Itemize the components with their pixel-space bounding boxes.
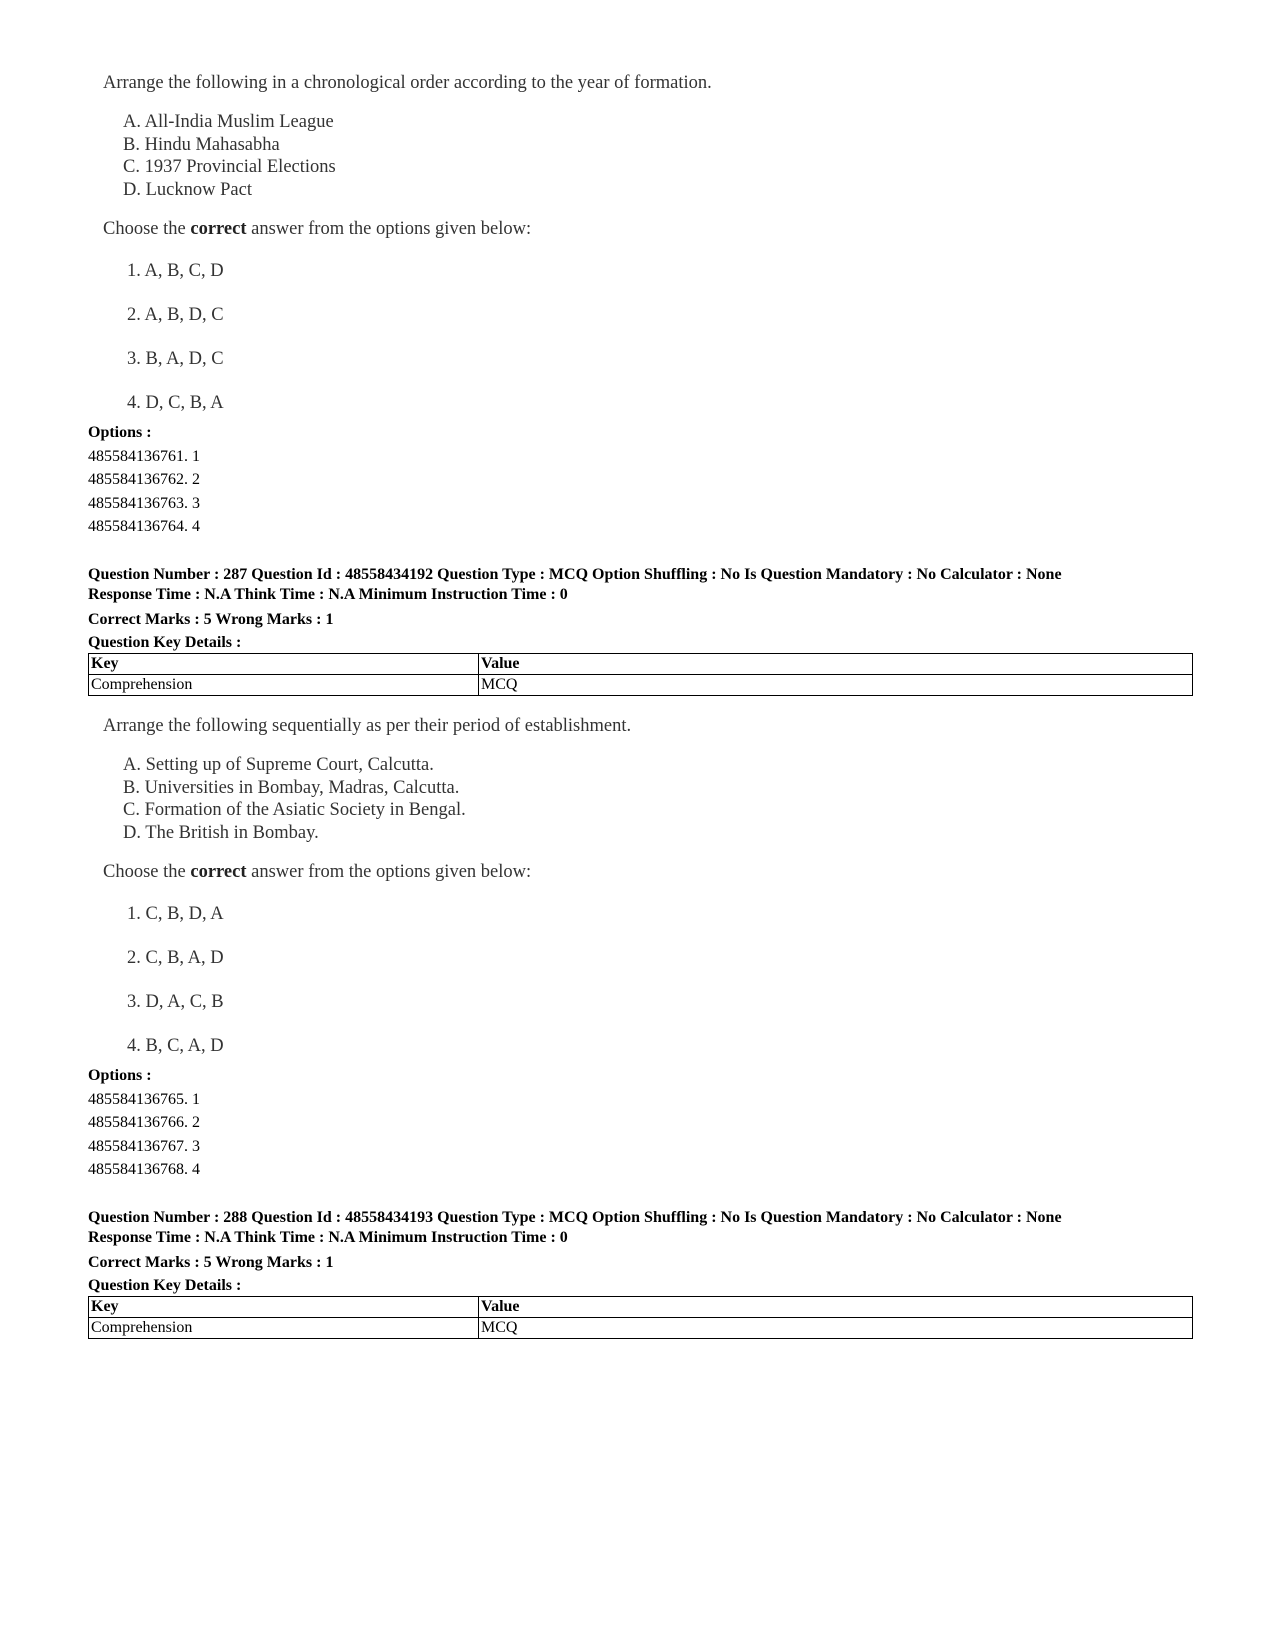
table-header-row [89, 654, 1193, 675]
choose-instruction: Choose the correct answer from the options given below: [103, 862, 532, 882]
key-details-label: Question Key Details : [88, 1277, 242, 1294]
table-cell-value: MCQ [479, 1318, 1193, 1339]
options-block [88, 1064, 200, 1182]
table-header-value: Value [479, 654, 1193, 675]
statement-item: A. Setting up of Supreme Court, Calcutta. [123, 755, 434, 775]
table-cell-key: Comprehension [89, 1318, 479, 1339]
option-id: 485584136762. 2 [88, 471, 200, 488]
answer-choice: 2. A, B, D, C [127, 305, 224, 325]
statement-item: A. All-India Muslim League [123, 112, 334, 132]
option-id: 485584136764. 4 [88, 518, 200, 535]
answer-choice-list [103, 259, 712, 435]
answer-choice-list [103, 902, 631, 1078]
question-stem: Arrange the following in a chronological order according to the year of formation. [103, 73, 712, 93]
answer-choice: 3. B, A, D, C [127, 349, 224, 369]
question-287-image [103, 714, 631, 1078]
question-286-image [103, 71, 712, 435]
question-header-line: Question Number : 287 Question Id : 48558434192 Question Type : MCQ Option Shuffling : No Is Question Mandatory : No Calculator : None [88, 566, 1062, 583]
question-stem: Arrange the following sequentially as per their period of establishment. [103, 716, 632, 736]
emphasis-correct: correct [190, 862, 247, 882]
statement-item: B. Universities in Bombay, Madras, Calcutta. [123, 777, 460, 798]
statement-item: B. Hindu Mahasabha [123, 134, 280, 155]
statement-item: C. Formation of the Asiatic Society in Bengal. [123, 800, 466, 820]
answer-choice: 4. B, C, A, D [127, 1036, 224, 1056]
option-id: 485584136768. 4 [88, 1161, 200, 1178]
option-id: 485584136766. 2 [88, 1114, 200, 1131]
table-row [89, 1318, 1193, 1339]
question-key-table [88, 653, 1193, 696]
emphasis-correct: correct [190, 219, 247, 239]
table-header-row [89, 1297, 1193, 1318]
options-label: Options : [88, 1067, 152, 1084]
statement-item: D. Lucknow Pact [123, 179, 252, 200]
table-cell-key: Comprehension [89, 675, 479, 696]
options-block [88, 421, 200, 539]
option-id: 485584136767. 3 [88, 1137, 200, 1155]
table-row [89, 675, 1193, 696]
table-header-key: Key [89, 1297, 479, 1318]
options-label: Options : [88, 424, 152, 441]
question-288-metadata [88, 1208, 1062, 1297]
question-287-metadata [88, 565, 1062, 654]
option-id: 485584136765. 1 [88, 1090, 200, 1108]
question-key-table [88, 1296, 1193, 1339]
question-header-line: Question Number : 288 Question Id : 48558434193 Question Type : MCQ Option Shuffling : No Is Question Mandatory : No Calculator : None [88, 1209, 1062, 1226]
option-id: 485584136763. 3 [88, 494, 200, 512]
marks-line: Correct Marks : 5 Wrong Marks : 1 [88, 611, 334, 628]
choose-instruction: Choose the correct answer from the options given below: [103, 219, 532, 239]
answer-choice: 1. C, B, D, A [127, 904, 224, 924]
statement-item: C. 1937 Provincial Elections [123, 157, 336, 177]
statement-list [103, 111, 712, 201]
option-id: 485584136761. 1 [88, 447, 200, 465]
marks-line: Correct Marks : 5 Wrong Marks : 1 [88, 1254, 334, 1271]
timing-line: Response Time : N.A Think Time : N.A Minimum Instruction Time : 0 [88, 586, 568, 603]
statement-item: D. The British in Bombay. [123, 822, 319, 843]
key-details-label: Question Key Details : [88, 634, 242, 651]
statement-list [103, 754, 631, 844]
table-header-key: Key [89, 654, 479, 675]
table-header-value: Value [479, 1297, 1193, 1318]
table-cell-value: MCQ [479, 675, 1193, 696]
answer-choice: 4. D, C, B, A [127, 393, 224, 413]
answer-choice: 1. A, B, C, D [127, 261, 224, 281]
timing-line: Response Time : N.A Think Time : N.A Minimum Instruction Time : 0 [88, 1229, 568, 1246]
answer-choice: 3. D, A, C, B [127, 992, 224, 1012]
answer-choice: 2. C, B, A, D [127, 948, 224, 968]
